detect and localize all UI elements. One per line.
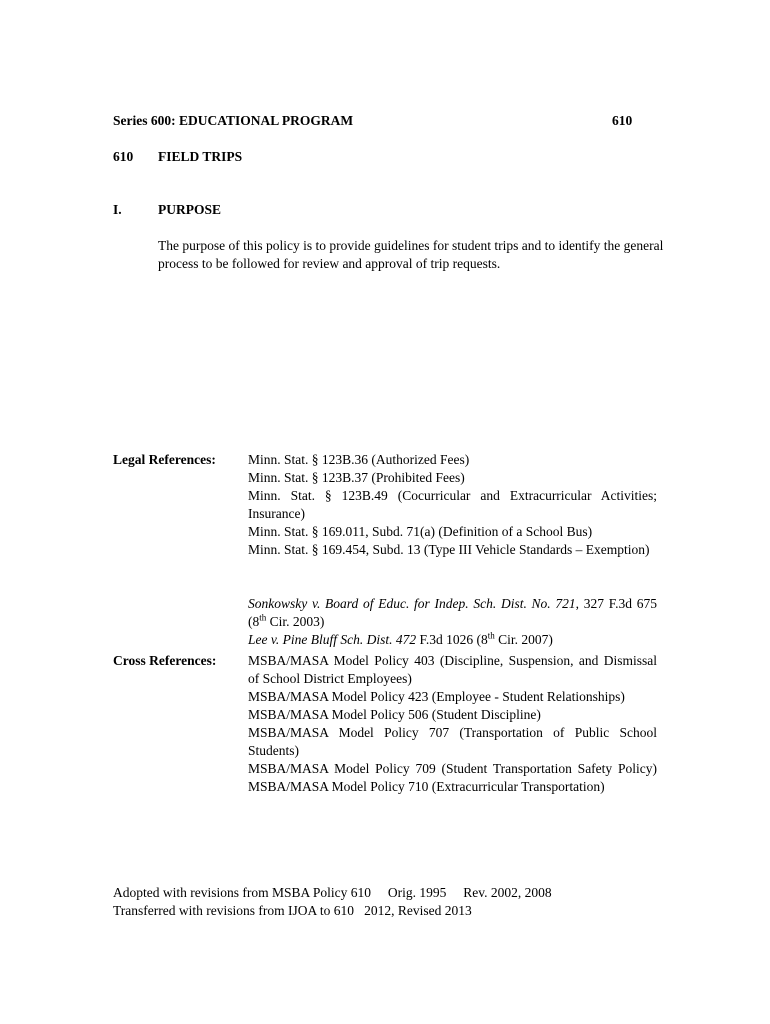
case-citations xyxy=(248,595,657,649)
statute-item: Minn. Stat. § 123B.37 (Prohibited Fees) xyxy=(248,470,465,485)
statute-item: Minn. Stat. § 123B.49 (Cocurricular and Extracurricular Activities; Insurance) xyxy=(248,488,657,521)
case-name: Sonkowsky v. Board of Educ. for Indep. Sch. Dist. No. 721 xyxy=(248,596,576,611)
section-numeral: I. xyxy=(113,202,122,217)
policy-title: FIELD TRIPS xyxy=(158,149,243,164)
case-cite: F.3d 1026 (8 xyxy=(416,632,488,647)
statute-item: Minn. Stat. § 123B.36 (Authorized Fees) xyxy=(248,452,470,467)
case-citation xyxy=(248,631,657,649)
cross-reference-item: MSBA/MASA Model Policy 423 (Employee - Student Relationships) xyxy=(248,689,625,704)
case-name: Lee v. Pine Bluff Sch. Dist. 472 xyxy=(248,632,417,647)
purpose-paragraph: The purpose of this policy is to provide guidelines for student trips and to identify the general process to be followed for review and approval of trip requests. xyxy=(158,238,664,271)
case-court: Cir. 2007) xyxy=(494,632,553,647)
adoption-note: Adopted with revisions from MSBA Policy 610 Orig. 1995 Rev. 2002, 2008 xyxy=(113,885,552,900)
section-heading: PURPOSE xyxy=(158,202,222,217)
statute-item: Minn. Stat. § 169.454, Subd. 13 (Type III Vehicle Standards – Exemption) xyxy=(248,542,650,557)
transfer-note: Transferred with revisions from IJOA to 610 2012, Revised 2013 xyxy=(113,903,472,918)
cross-references-list xyxy=(248,652,657,796)
case-ordinal: th xyxy=(487,630,495,641)
cross-reference-item: MSBA/MASA Model Policy 709 (Student Transportation Safety Policy) MSBA/MASA Model Policy 710 (Extracurricular Transportation) xyxy=(248,761,657,794)
series-title: Series 600: EDUCATIONAL PROGRAM xyxy=(113,113,354,128)
case-cite: , 327 F.3d 675 (8 xyxy=(248,596,657,629)
series-number: 610 xyxy=(612,113,633,128)
cross-references-label: Cross References: xyxy=(113,653,217,668)
cross-reference-item: MSBA/MASA Model Policy 506 (Student Discipline) xyxy=(248,707,541,722)
cross-reference-item: MSBA/MASA Model Policy 707 (Transportation of Public School Students) xyxy=(248,725,657,758)
legal-references-label: Legal References: xyxy=(113,452,216,467)
cross-reference-item: MSBA/MASA Model Policy 403 (Discipline, Suspension, and Dismissal of School District Employees) xyxy=(248,653,657,686)
case-ordinal: th xyxy=(259,612,267,623)
case-court: Cir. 2003) xyxy=(266,614,325,629)
case-citation xyxy=(248,595,657,631)
statute-item: Minn. Stat. § 169.011, Subd. 71(a) (Definition of a School Bus) xyxy=(248,524,593,539)
legal-references-list xyxy=(248,451,657,559)
policy-number: 610 xyxy=(113,149,134,164)
